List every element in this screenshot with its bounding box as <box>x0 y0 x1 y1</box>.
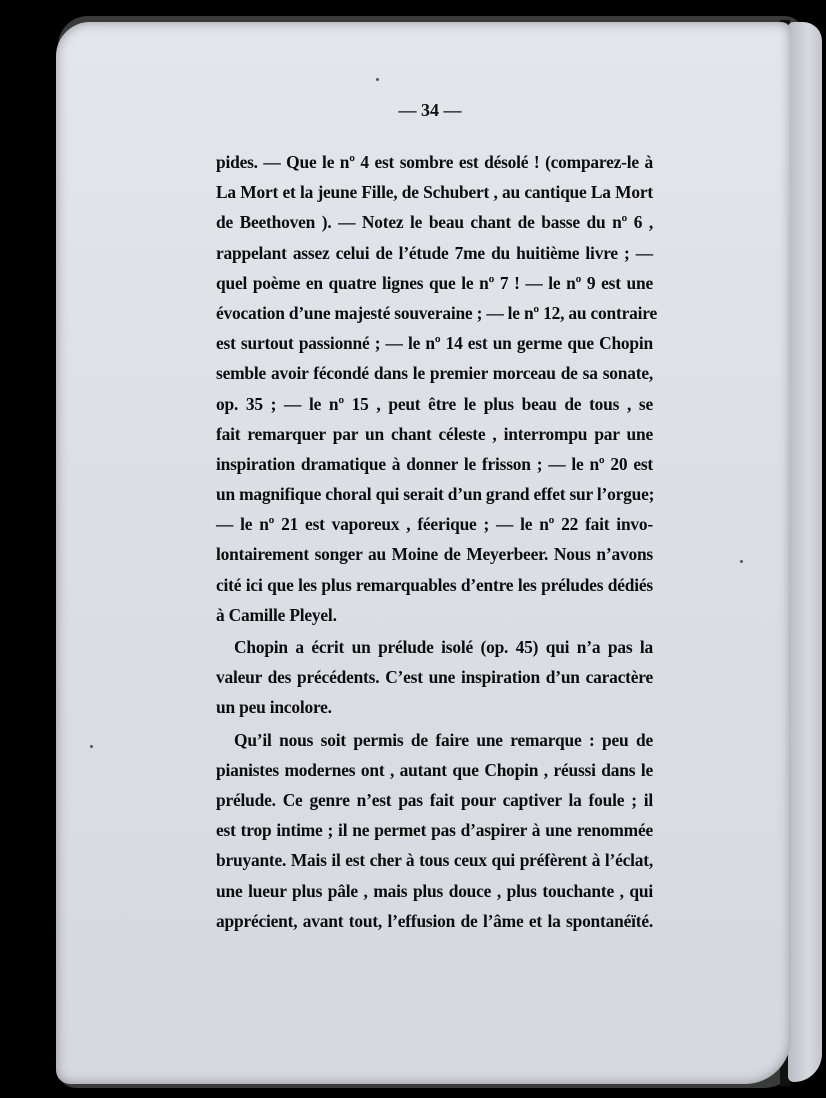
text-line: est surtout passionné ; — le nº 14 est un germe que Chopin <box>216 333 653 354</box>
text-line: Qu’il nous soit permis de faire une remarque : peu de <box>234 729 653 750</box>
speck <box>90 745 93 748</box>
text-line: pianistes modernes ont , autant que Chopin , réussi dans le <box>216 759 653 780</box>
text-line: semble avoir fécondé dans le premier morceau de sa sonate, <box>216 363 653 384</box>
text-line: inspiration dramatique à donner le frisson ; — le nº 20 est <box>216 453 653 474</box>
text-line: à Camille Pleyel. <box>216 604 337 625</box>
text-line: quel poème en quatre lignes que le nº 7 ! — le nº 9 est une <box>216 272 653 293</box>
text-line: rappelant assez celui de l’étude 7me du huitième livre ; — <box>216 242 653 263</box>
adjacent-page-edge <box>788 22 822 1082</box>
text-line: prélude. Ce genre n’est pas fait pour captiver la foule ; il <box>216 789 653 810</box>
text-line: de Beethoven ). — Notez le beau chant de basse du nº 6 , <box>216 212 653 233</box>
text-line: une lueur plus pâle , mais plus douce , plus touchante , qui <box>216 880 653 901</box>
text-line: op. 35 ; — le nº 15 , peut être le plus beau de tous , se <box>216 393 653 414</box>
text-line: est trop intime ; il ne permet pas d’aspirer à une renommée <box>216 820 653 841</box>
text-line: Chopin a écrit un prélude isolé (op. 45) qui n’a pas la <box>234 637 653 657</box>
text-line: un magnifique choral qui serait d’un grand effet sur l’orgue; <box>216 484 655 505</box>
page-number: — 34 — <box>398 100 462 120</box>
speck <box>740 560 743 563</box>
body-text <box>216 145 657 936</box>
text-line: évocation d’une majesté souveraine ; — le nº 12, au contraire <box>216 302 657 323</box>
text-line: un peu incolore. <box>216 697 332 718</box>
paragraph-1 <box>216 147 657 630</box>
text-line: cité ici que les plus remarquables d’entre les préludes dédiés <box>216 574 653 595</box>
text-line: fait remarquer par un chant céleste , interrompu par une <box>216 423 653 444</box>
text-line: bruyante. Mais il est cher à tous ceux qui préfèrent à l’éclat, <box>216 850 653 871</box>
text-line: valeur des précédents. C’est une inspiration d’un caractère <box>216 667 653 688</box>
text-line: apprécient, avant tout, l’effusion de l’âme et la spontanéïté. <box>216 910 653 931</box>
paragraph-3 <box>216 725 653 936</box>
text-line: pides. — Que le nº 4 est sombre est désolé ! (comparez-le à <box>216 152 653 172</box>
speck <box>376 78 379 81</box>
text-line: lontairement songer au Moine de Meyerbeer. Nous n’avons <box>216 544 653 565</box>
text-line: La Mort et la jeune Fille, de Schubert , au cantique La Mort <box>216 182 653 203</box>
text-line: — le nº 21 est vaporeux , féerique ; — le nº 22 fait invo- <box>216 514 653 535</box>
paragraph-2 <box>216 632 653 723</box>
